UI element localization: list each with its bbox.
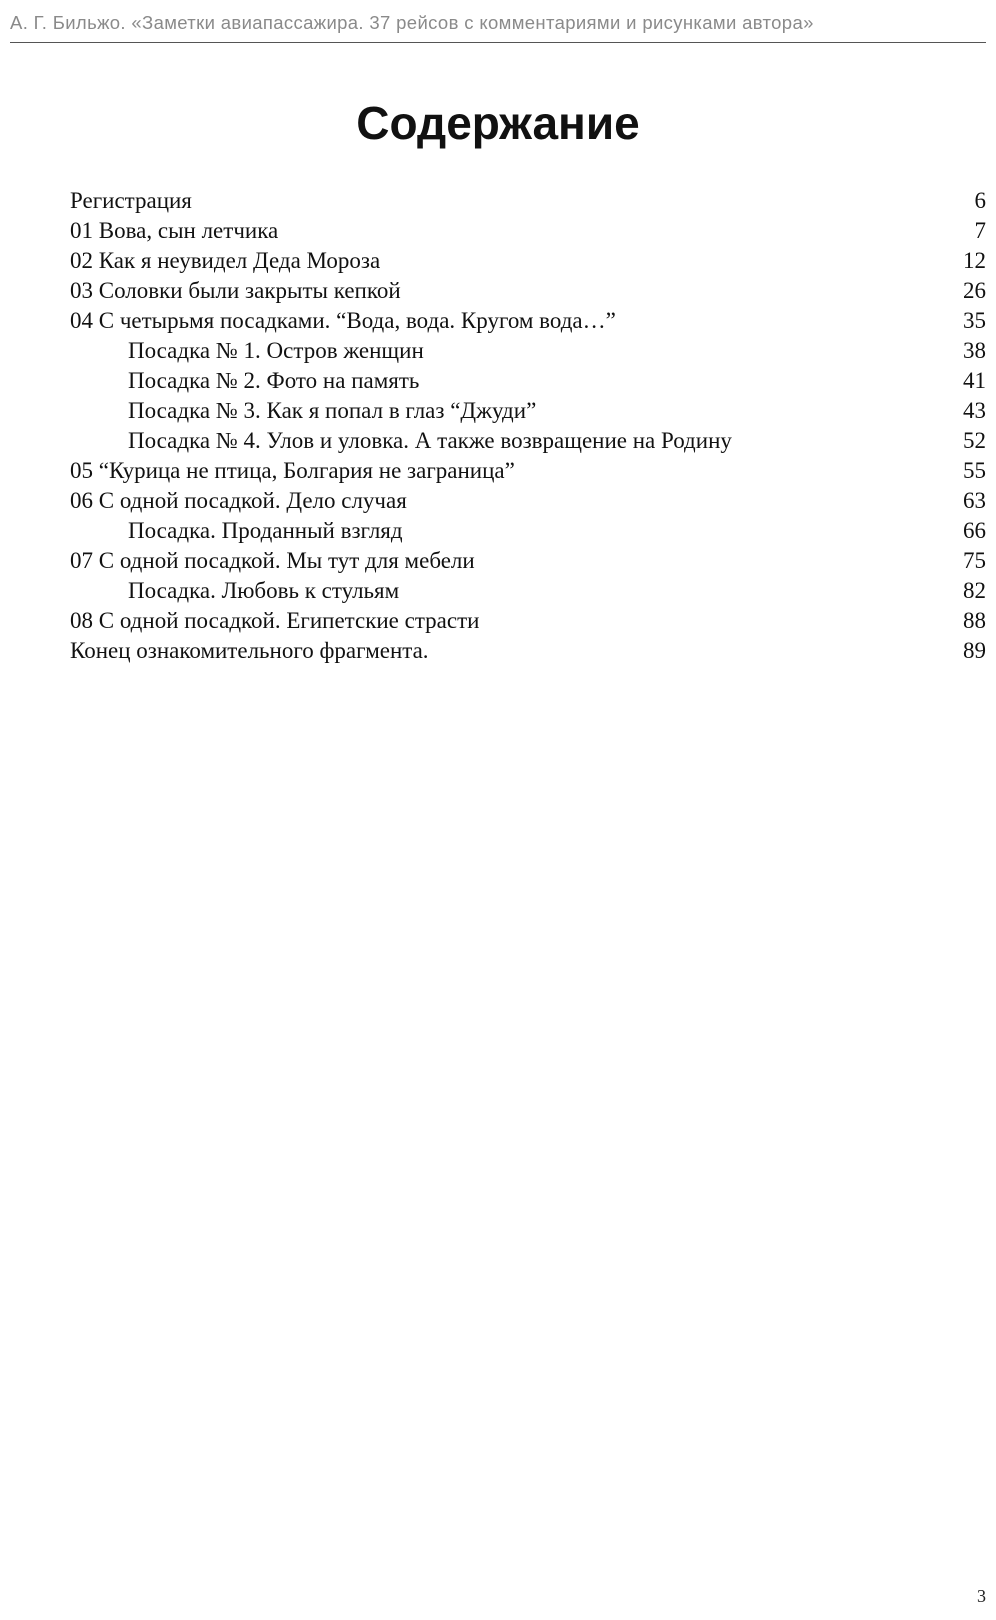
toc-entry-title: 04 С четырьмя посадками. “Вода, вода. Кругом вода…” [70,308,616,333]
toc-entry-title: Посадка. Любовь к стульям [128,578,400,603]
toc-entry-page: 63 [963,488,986,513]
toc-entry-title: Посадка № 3. Как я попал в глаз “Джуди” [128,398,537,423]
toc-entry-title: 08 С одной посадкой. Египетские страсти [70,608,480,633]
toc-entry-page: 41 [963,368,986,393]
toc-entry-title: 02 Как я неувидел Деда Мороза [70,248,381,273]
toc-subentry-landing-2[interactable] [70,366,986,396]
toc-entry-page: 7 [974,218,986,243]
toc-entry-page: 35 [963,308,986,333]
toc-entry-title: Конец ознакомительного фрагмента. [70,638,429,663]
toc-entry-page: 38 [963,338,986,363]
toc-subentry-landing-1[interactable] [70,336,986,366]
toc-entry-chapter-07[interactable] [70,546,986,576]
toc-entry-chapter-04[interactable] [70,306,986,336]
toc-entry-page: 6 [974,188,986,213]
toc-entry-chapter-08[interactable] [70,606,986,636]
toc-entry-title: Регистрация [70,188,192,213]
toc-entry-page: 88 [963,608,986,633]
toc-subentry-landing-4[interactable] [70,426,986,456]
table-of-contents [70,186,986,666]
toc-entry-page: 43 [963,398,986,423]
toc-entry-title: Посадка № 2. Фото на память [128,368,420,393]
toc-entry-title: Посадка. Проданный взгляд [128,518,403,543]
toc-subentry-landing[interactable] [70,516,986,546]
toc-entry-end-of-fragment[interactable] [70,636,986,666]
toc-entry-title: 07 С одной посадкой. Мы тут для мебели [70,548,475,573]
toc-entry-chapter-05[interactable] [70,456,986,486]
toc-entry-title: 06 С одной посадкой. Дело случая [70,488,407,513]
header-divider [10,42,986,43]
toc-entry-page: 52 [963,428,986,453]
toc-entry-title: 05 “Курица не птица, Болгария не заграница” [70,458,515,483]
running-header: А. Г. Бильжо. «Заметки авиапассажира. 37 рейсов с комментариями и рисунками автора» [10,12,814,33]
toc-entry-title: 01 Вова, сын летчика [70,218,279,243]
toc-entry-page: 55 [963,458,986,483]
page-title: Содержание [356,97,640,149]
toc-entry-chapter-01[interactable] [70,216,986,246]
toc-entry-chapter-03[interactable] [70,276,986,306]
toc-entry-page: 89 [963,638,986,663]
toc-entry-title: 03 Соловки были закрыты кепкой [70,278,401,303]
toc-entry-page: 12 [963,248,986,273]
toc-entry-registration[interactable] [70,186,986,216]
toc-subentry-landing[interactable] [70,576,986,606]
toc-entry-title: Посадка № 4. Улов и уловка. А также возвращение на Родину [128,428,732,453]
toc-entry-page: 26 [963,278,986,303]
toc-entry-chapter-02[interactable] [70,246,986,276]
page-number: 3 [977,1586,986,1606]
toc-entry-title: Посадка № 1. Остров женщин [128,338,424,363]
toc-entry-page: 82 [963,578,986,603]
toc-entry-page: 66 [963,518,986,543]
toc-subentry-landing-3[interactable] [70,396,986,426]
toc-entry-page: 75 [963,548,986,573]
toc-entry-chapter-06[interactable] [70,486,986,516]
